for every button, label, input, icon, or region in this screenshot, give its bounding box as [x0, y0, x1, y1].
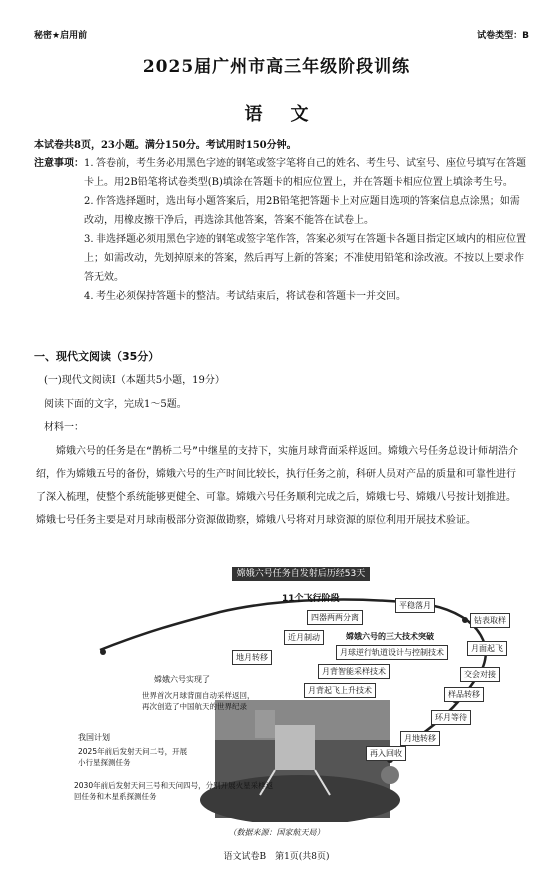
tech-item: 月球逆行轨道设计与控制技术 [336, 645, 448, 660]
stage-label: 地月转移 [232, 650, 272, 665]
stage-label: 样品转移 [444, 687, 484, 702]
stage-label: 环月等待 [431, 710, 471, 725]
plan-title: 我国计划 [78, 733, 110, 742]
tech-title: 嫦娥六号的三大技术突破 [346, 632, 434, 641]
figure-title: 嫦娥六号任务自发射后历经53天 [232, 567, 370, 581]
tech-item: 月背起飞上升技术 [304, 683, 376, 698]
notice-item: 1. 答卷前，考生务必用黑色字迹的钢笔或签字笔将自己的姓名、考生号、试室号、座位号填写在答题卡上。用2B铅笔将试卷类型(B)填涂在答题卡的相应位置上，并在答题卡相应位置上填涂考生号。 [84, 158, 526, 188]
tech-item: 月背智能采样技术 [318, 664, 390, 679]
subject-title: 语文 [244, 104, 337, 125]
subsection-heading: (一)现代文阅读Ⅰ（本题共5小题，19分） [44, 375, 225, 386]
material-paragraph: 嫦娥六号的任务是在“鹊桥二号”中继星的支持下，实施月球背面采样返回。嫦娥六号任务总设计师胡浩介绍，作为嫦娥五号的备份，嫦娥六号的生产时间比较长，执行任务之前，科研人员对产品的质量和可靠性进行了深入梳理，使整个系统能够更健全、可靠。嫦娥六号任务顺利完成之后，嫦娥七号、嫦娥八号按计划推进。嫦娥七号任务主要是对月球南极部分资源做勘察，嫦娥八号将对月球资源的原位利用开展技术验证。 [36, 446, 519, 526]
stage-label: 四器两两分离 [307, 610, 363, 625]
notice-item: 2. 作答选择题时，选出每小题答案后，用2B铅笔把答题卡上对应题目选项的答案信息点涂黑；如需改动，用橡皮擦干净后，再选涂其他答案，答案不能答在试卷上。 [84, 196, 520, 226]
infographic [60, 560, 520, 822]
page-footer: 语文试卷B 第1页(共8页) [223, 852, 330, 862]
stage-label: 钻表取样 [470, 613, 510, 628]
stage-label: 再入回收 [366, 746, 406, 761]
stage-label: 月面起飞 [467, 641, 507, 656]
earth-icon [381, 766, 399, 784]
plan-item: 2025年前后发射天问二号，开展小行星探测任务 [78, 747, 188, 767]
notice-item: 3. 非选择题必须用黑色字迹的钢笔或签字笔作答，答案必须写在答题卡各题目指定区域内的相应位置上；如需改动，先划掉原来的答案，然后再写上新的答案；不准使用铅笔和涂改液。不按以上要求作答无效。 [84, 234, 526, 283]
paper-type-label: 试卷类型：B [477, 31, 529, 41]
exam-title: 2025届广州市高三年级阶段训练 [142, 57, 411, 77]
material-label: 材料一： [44, 422, 84, 433]
reading-instruction: 阅读下面的文字，完成1～5题。 [44, 399, 187, 410]
exam-info: 本试卷共8页，23小题。满分150分。考试用时150分钟。 [34, 140, 297, 151]
achieve-title: 嫦娥六号实现了 [154, 675, 210, 684]
lander-body [275, 725, 315, 770]
notice-label: 注意事项： [34, 158, 84, 169]
phase-count: 11个飞行阶段 [282, 594, 340, 604]
achieve-text: 世界首次月球背面自动采样返回，再次创造了中国航天的世界纪录 [142, 691, 255, 711]
notice-item: 4. 考生必须保持答题卡的整洁。考试结束后，将试卷和答题卡一并交回。 [84, 291, 406, 302]
section-heading: 一、现代文阅读（35分） [34, 350, 160, 363]
figure-source: （数据来源：国家航天局） [228, 828, 325, 837]
notice-block [34, 154, 529, 306]
stage-label: 月地转移 [400, 731, 440, 746]
stage-label: 近月制动 [284, 630, 324, 645]
notice-list [84, 154, 529, 306]
stage-label: 平稳落月 [395, 598, 435, 613]
plan-item: 2030年前后发射天问三号和天问四号，分别开展火星采样返回任务和木星系探测任务 [74, 781, 274, 801]
stage-label: 交会对接 [460, 667, 500, 682]
confidential-label: 秘密★启用前 [34, 31, 88, 41]
